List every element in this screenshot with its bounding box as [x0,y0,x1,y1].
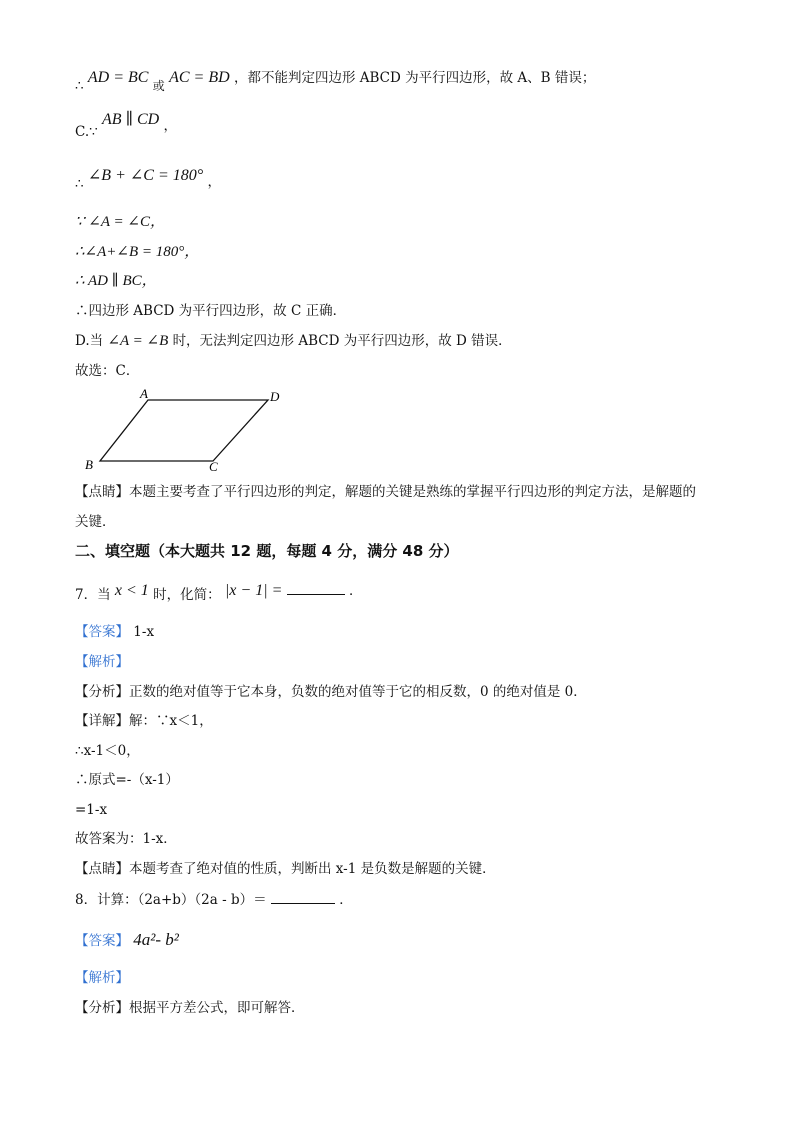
equation-ad-bc: AD = BC [87,69,149,86]
comment-q6-line1: 【点睛】本题主要考查了平行四边形的判定，解题的关键是熟练的掌握平行四边形的判定方法，是解题的 [75,484,696,500]
option-d-prefix: D.当 [75,333,104,349]
vertex-label-d: D [270,389,280,404]
conclusion-text: ，都不能判定四边形 ABCD 为平行四边形，故 A、B 错误； [233,70,596,86]
q7-detail-2: ∴x-1＜0， [75,743,140,759]
period: ． [339,892,353,908]
vertex-label-b: B [85,457,93,472]
parallelogram-figure [80,387,300,477]
parallel-ab-cd: AB ∥ CD [102,111,160,128]
option-c-step4: ∴ AD ∥ BC， [75,273,157,289]
question-7 [75,580,362,601]
answer-value: 4a²- b² [133,930,179,949]
q7-answer-blank[interactable] [287,580,345,595]
q8-answer [75,930,179,951]
or-word: 或 [152,79,165,93]
period: ． [348,583,363,599]
q8-answer-blank[interactable] [271,889,335,904]
answer-choice: 故选：C． [75,363,140,379]
option-d-text: 时，无法判定四边形 ABCD 为平行四边形，故 D 错误． [172,333,512,349]
answer-tag: 【答案】 [75,933,129,949]
parallelogram-shape [100,400,268,461]
q7-detail-3: ∴原式=-（x-1） [75,772,179,788]
angle-a-equals-b: ∠A = ∠B [107,333,169,349]
option-c-step2: ∵ ∠A = ∠C， [75,214,165,230]
comma: ， [163,118,177,134]
option-c-given [75,111,177,140]
equation-ac-bd: AC = BD [169,69,230,86]
q7-detail-4: =1-x [75,802,108,818]
vertex-label-a: A [140,387,148,401]
q7-detail-1: 【详解】解：∵x＜1， [75,713,213,729]
conclusion-line-ab [75,68,596,94]
q7-expression: |x − 1| = [224,582,283,599]
q7-detail-5: 故答案为：1-x． [75,831,177,847]
analysis-tag: 【解析】 [75,970,129,986]
question-8 [75,889,353,910]
section-heading-fill-in: 二、填空题（本大题共 12 题，每题 4 分，满分 48 分） [75,542,459,560]
angle-sum-b-c: ∠B + ∠C = 180° [87,167,204,184]
therefore-symbol: ∴ [75,78,84,94]
vertex-label-c: C [209,459,218,474]
q7-mid: 时，化简： [153,587,221,603]
comment-q6-line2: 关键． [75,514,116,530]
q8-analysis: 【分析】根据平方差公式，即可解答． [75,1000,305,1016]
option-c-prefix: C.∵ [75,124,98,140]
option-c-step3: ∴∠A+∠B = 180°， [75,244,200,260]
answer-value: 1-x [133,624,155,640]
q7-answer [75,622,154,642]
q7-condition: x < 1 [114,582,149,599]
q7-prefix: 7．当 [75,587,111,603]
option-c-step1 [75,166,221,192]
q7-analysis: 【分析】正数的绝对值等于它本身，负数的绝对值等于它的相反数，0 的绝对值是 0． [75,684,587,700]
option-d-line [75,331,512,351]
option-c-conclusion: ∴四边形 ABCD 为平行四边形，故 C 正确． [75,303,347,319]
answer-tag: 【答案】 [75,624,129,640]
analysis-tag: 【解析】 [75,654,129,670]
comma: ， [207,174,221,190]
q7-comment: 【点睛】本题考查了绝对值的性质，判断出 x-1 是负数是解题的关键． [75,861,496,877]
therefore-symbol: ∴ [75,176,84,192]
q8-text: 8．计算：（2a+b）（2a - b）＝ [75,892,267,908]
